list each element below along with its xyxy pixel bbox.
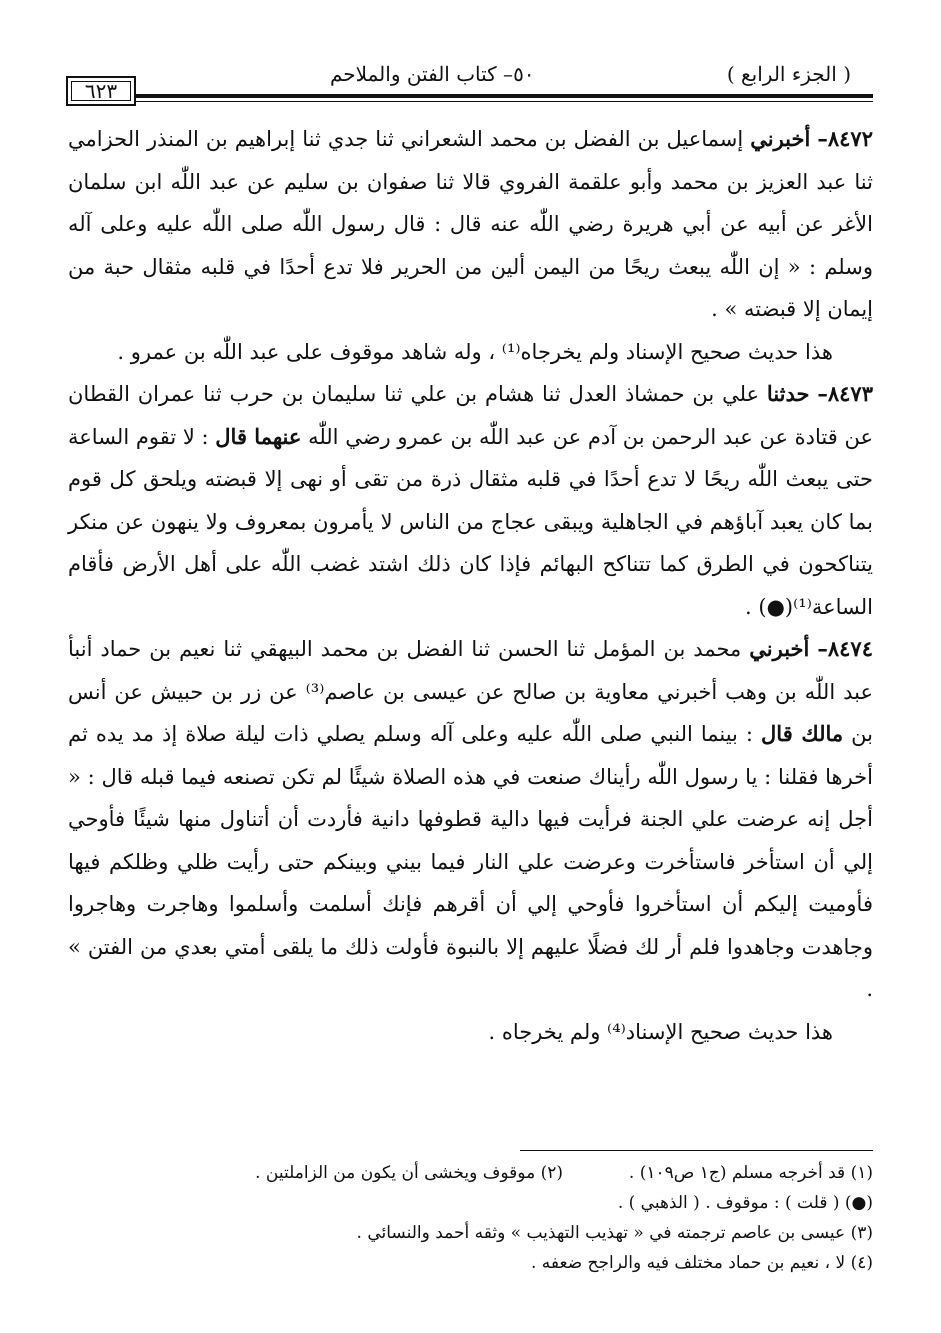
- hadith-text: علي بن حمشاذ العدل ثنا هشام بن علي ثنا سليمان بن حرب ثنا عمران القطان عن قتادة عن عبد الرحمن بن آدم عن عبد اللّٰه بن عمرو رضي اللّٰه: [68, 382, 874, 449]
- hadith-keyword: أخبرني: [749, 636, 810, 661]
- footnote-separator: [520, 1150, 873, 1151]
- footnote-row: [68, 1158, 873, 1188]
- hadith-text-2: : لا تقوم الساعة حتى يبعث اللّٰه ريحًا لا تدع أحدًا في قلبه مثقال ذرة من تقى أو نهى إلا قبضته ويلحق كل قوم بما كان يعبد آباؤهم في الجاهلية ويبقى عجاج من الناس لا يأمرون بمعروف ولا ينهون عن منكر يتناكحون في الطرق كما تتناكح البهائم فإذا كان ذلك اشتد غضب اللّٰه على أهل الأرض فأقام الساعة⁽¹⁾(●) .: [68, 424, 873, 619]
- footnote-1: (١) قد أخرجه مسلم (ج١ ص١٠٩) .: [628, 1163, 873, 1183]
- footnotes: [68, 1158, 873, 1278]
- header-rule-thick: [136, 94, 873, 98]
- hadith-keyword: حدثنا: [766, 381, 810, 406]
- hadith-8473: [68, 373, 873, 628]
- hadith-number: ٨٤٧٢–: [817, 126, 873, 151]
- hadith-grading: هذا حديث صحيح الإسناد ولم يخرجاه⁽¹⁾ ، وله شاهد موقوف على عبد اللّٰه بن عمرو .: [117, 339, 833, 364]
- hadith-8472: [68, 118, 873, 331]
- header-rule-thin: [136, 101, 873, 102]
- hadith-8474: [68, 628, 873, 1011]
- footnote-dot: (●) ( قلت ) : موقوف . ( الذهبي ) .: [617, 1193, 873, 1213]
- hadith-text-2: : بينما النبي صلى اللّٰه عليه وعلى آله وسلم يصلي ذات ليلة صلاة إذ مد يده ثم أخرها فقلنا : يا رسول اللّٰه رأيناك صنعت في هذه الصلاة شيئًا لم تكن تصنعه فيما قبله قال : « أجل إنه عرضت علي الجنة فرأيت فيها دالية قطوفها دانية فأردت أن أتناول منها شيئًا فأوحي إلي أن استأخر فاستأخرت وعرضت علي النار فيما بيني وبينكم حتى رأيت ظلي وظلكم فيها فأوميت إليكم أن استأخروا فأوحي إلي أن أقرهم فإنك أسلمت وأسلموا وهاجرت وهاجروا وجاهدت وجاهدوا فلم أر لك فضلًا عليهم إلا بالنبوة فأولت ذلك ما يلقى أمتي بعدي من الفتن » .: [68, 722, 874, 1001]
- hadith-keyword-2: عنهما قال: [215, 423, 302, 449]
- footnote-4: (٤) لا ، نعيم بن حماد مختلف فيه والراجح ضعفه .: [530, 1253, 873, 1273]
- hadith-keyword-2: مالك قال: [761, 721, 844, 746]
- hadith-number: ٨٤٧٣–: [817, 381, 873, 406]
- main-text: [68, 118, 873, 1053]
- hadith-text: إسماعيل بن الفضل بن محمد الشعراني ثنا جدي ثنا إبراهيم بن المنذر الحزامي ثنا عبد العزيز بن محمد وأبو علقمة الفروي قالا ثنا صفوان بن سليم عن عبد اللّٰه ابن سلمان الأغر عن أبيه عن أبي هريرة رضي اللّٰه عنه قال : قال رسول اللّٰه صلى اللّٰه عليه وعلى آله وسلم : « إن اللّٰه يبعث ريحًا من اليمن ألين من الحرير فلا تدع أحدًا في قلبه مثقال حبة من إيمان إلا قبضته » .: [68, 127, 873, 321]
- footnote-3: (٣) عيسى بن عاصم ترجمته في « تهذيب التهذيب » وثقه أحمد والنسائي .: [356, 1223, 873, 1243]
- page-number-box: [66, 76, 136, 106]
- hadith-keyword: أخبرني: [750, 126, 811, 151]
- volume-label: ( الجزء الرابع ): [726, 62, 851, 86]
- hadith-number: ٨٤٧٤–: [817, 636, 873, 661]
- hadith-grading: هذا حديث صحيح الإسناد⁽⁴⁾ ولم يخرجاه .: [488, 1019, 833, 1044]
- book-title: ٥٠– كتاب الفتن والملاحم: [330, 62, 535, 86]
- hadith-text: محمد بن المؤمل ثنا الحسن ثنا الفضل بن محمد البيهقي ثنا نعيم بن حماد أنبأ عبد اللّٰه بن وهب أخبرني معاوية بن صالح عن عيسى بن عاصم⁽³⁾ عن زر بن حبيش عن أنس بن: [68, 637, 873, 746]
- footnote-2: (٢) موقوف ويخشى أن يكون من الزاملتين .: [255, 1163, 563, 1183]
- page-number: ٦٢٣: [84, 79, 118, 103]
